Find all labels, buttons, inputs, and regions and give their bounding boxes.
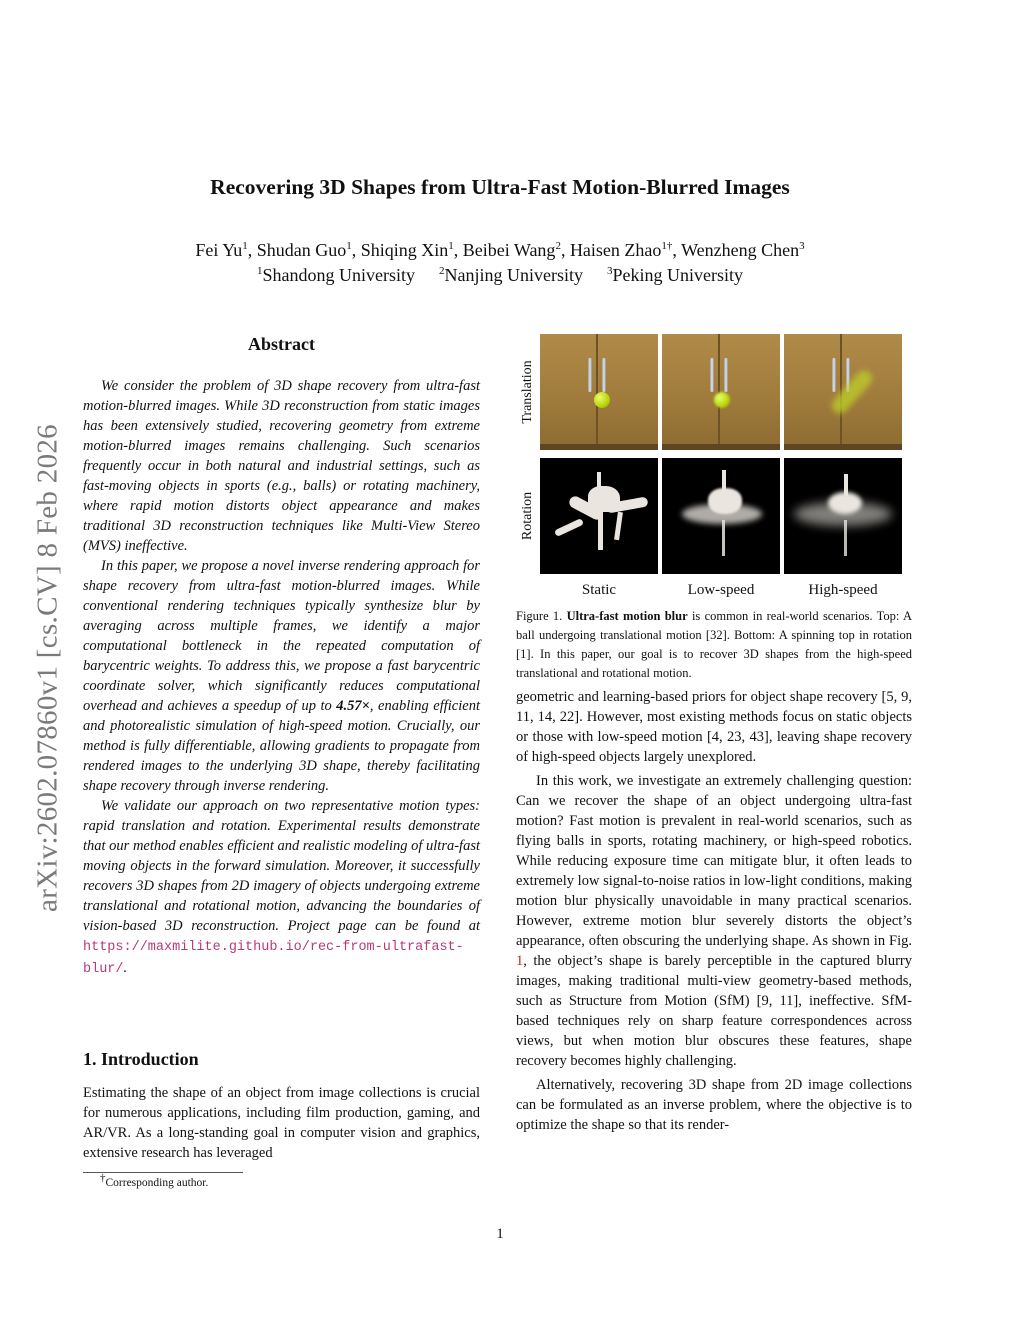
author-list: Fei Yu$^1$, Shudan Guo$^1$, Shiqing Xin$^1$, Beibei Wang$^2$, Haisen Zhao$^{1\dagger}$, Wenzheng Chen$^3$ [195, 240, 805, 260]
abstract-text: . [123, 960, 128, 976]
body-text: , the object’s shape is barely perceptible in the captured blurry images, making traditional multi-view geometry-based methods, such as Structure from Motion (SfM) [9, 11], ineffective. SfM-based techniques rely on sharp feature correspondences across views, but when motion blur obscures these features, shape recovery becomes highly challenging. [516, 953, 912, 1069]
caption-text: is common in real-world scenarios. Top: A ball undergoing translational motion [32]. Bottom: A spinning top in rotation [1]. In this paper, our goal is to recover 3D shapes from the high-speed translational and rotational motion. [516, 609, 912, 680]
footnote-divider [83, 1172, 243, 1173]
figure-reference-link[interactable]: 1 [516, 953, 524, 969]
column-label-low-speed: Low-speed [687, 582, 755, 598]
abstract-text: In this paper, we propose a novel inverse rendering approach for shape recovery from ultra-fast motion-blurred images. While conventional rendering techniques typically synthesize blur by averaging across multiple frames, we identify a major computational bottleneck in the repeated computation of barycentric weights. To address this, we propose a fast barycentric coordinate solver, which significantly reduces computational overhead and achieves a speedup of up to [83, 558, 480, 714]
column-label-high-speed: High-speed [808, 582, 878, 598]
author-name: Wenzheng Chen$^3$ [681, 240, 805, 260]
image-rotation-low-speed [662, 458, 780, 574]
footnote [100, 1172, 209, 1189]
column-label-static: Static [581, 582, 617, 598]
introduction-heading: 1. Introduction [83, 1049, 199, 1069]
author-name: Shudan Guo$^1$ [256, 240, 352, 260]
image-rotation-static [540, 458, 658, 574]
arxiv-identifier: arXiv:2602.07860v1 [cs.CV] 8 Feb 2026 [31, 423, 64, 912]
abstract-heading: Abstract [248, 334, 315, 354]
ball-icon [714, 392, 730, 408]
arxiv-sidebar-stamp [18, 380, 78, 955]
abstract-paragraph [83, 796, 480, 980]
abstract-paragraph [83, 556, 480, 796]
abstract-text: We validate our approach on two representative motion types: rapid translation and rotation. Experimental results demonstrate that our method enables efficient and realistic modeling of ultra-fast moving objects in the forward simulation. Moreover, it successfully recovers 3D shapes from 2D imagery of objects undergoing extreme translational and rotational motion, advancing the boundaries of vision-based 3D reconstruction. Project page can be found at [83, 798, 480, 934]
body-text: In this work, we investigate an extremely challenging question: Can we recover the shape of an object undergoing ultra-fast motion? Fast motion is prevalent in real-world scenarios, such as flying balls in sports, rotating machinery, or high-speed robotics. While reducing exposure time can mitigate blur, it often leads to extremely low signal-to-noise ratios in low-light conditions, making motion blur physically unavoidable in many practical scenarios. However, extreme motion blur severely distorts the object’s appearance, often obscuring the underlying shape. As shown in Fig. [516, 773, 912, 949]
footnote-text: Corresponding author. [105, 1177, 209, 1189]
row-label-rotation: Rotation [520, 491, 535, 541]
figure-caption [516, 607, 912, 683]
affiliation: $^2$Nanjing University [439, 265, 583, 285]
right-column-body [516, 687, 912, 1135]
abstract-paragraph: We consider the problem of 3D shape recovery from ultra-fast motion-blurred images. While 3D reconstruction from static images has been extensively studied, recovering geometry from extreme motion-blurred images remains challenging. Such scenarios frequently occur in both natural and industrial settings, such as fast-moving objects in sports (e.g., balls) or rotating machinery, where rapid motion distorts object appearance and makes traditional 3D reconstruction techniques like Multi-View Stereo (MVS) ineffective. [83, 378, 480, 554]
paper-title: Recovering 3D Shapes from Ultra-Fast Motion-Blurred Images [210, 175, 790, 199]
body-paragraph: geometric and learning-based priors for object shape recovery [5, 9, 11, 14, 22]. However, most existing methods focus on static objects or those with low-speed motion [4, 23, 43], leaving shape recovery of high-speed objects largely unexplored. [516, 689, 912, 765]
author-name: Shiqing Xin$^1$ [360, 240, 454, 260]
author-name: Beibei Wang$^2$ [462, 240, 561, 260]
speedup-value: 4.57× [336, 698, 370, 714]
body-paragraph [516, 771, 912, 1071]
footnote-mark: † [100, 1172, 106, 1185]
caption-bold: Ultra-fast motion blur [566, 609, 688, 623]
affiliation: $^1$Shandong University [257, 265, 415, 285]
image-translation-low-speed [662, 334, 780, 450]
page-number: 1 [496, 1226, 504, 1242]
image-translation-high-speed [784, 334, 902, 450]
project-page-link[interactable]: https://maxmilite.github.io/rec-from-ultrafast-blur/ [83, 940, 464, 977]
row-label-translation: Translation [520, 360, 535, 424]
affiliation: $^3$Peking University [606, 265, 743, 285]
author-block [0, 238, 1000, 288]
affiliation-list [0, 263, 1000, 288]
image-rotation-high-speed [784, 458, 902, 574]
author-name: Haisen Zhao$^{1\dagger}$ [569, 240, 673, 260]
abstract-body [83, 376, 480, 980]
abstract-text: , enabling efficient and photorealistic simulation of high-speed motion. Crucially, our method is fully differentiable, allowing gradients to propagate from rendered images to the underlying 3D shape, thereby facilitating shape recovery through inverse rendering. [83, 698, 480, 794]
image-translation-static [540, 334, 658, 450]
ball-icon [594, 392, 610, 408]
author-name: Fei Yu$^1$ [195, 240, 248, 260]
figure-1 [516, 334, 912, 604]
intro-paragraph: Estimating the shape of an object from image collections is crucial for numerous applications, including film production, gaming, and AR/VR. As a long-standing goal in computer vision and graphics, extensive research has leveraged [83, 1085, 480, 1161]
body-paragraph: Alternatively, recovering 3D shape from 2D image collections can be formulated as an inverse problem, where the objective is to optimize the shape so that its render- [516, 1077, 912, 1133]
caption-label: Figure 1. [516, 609, 563, 623]
